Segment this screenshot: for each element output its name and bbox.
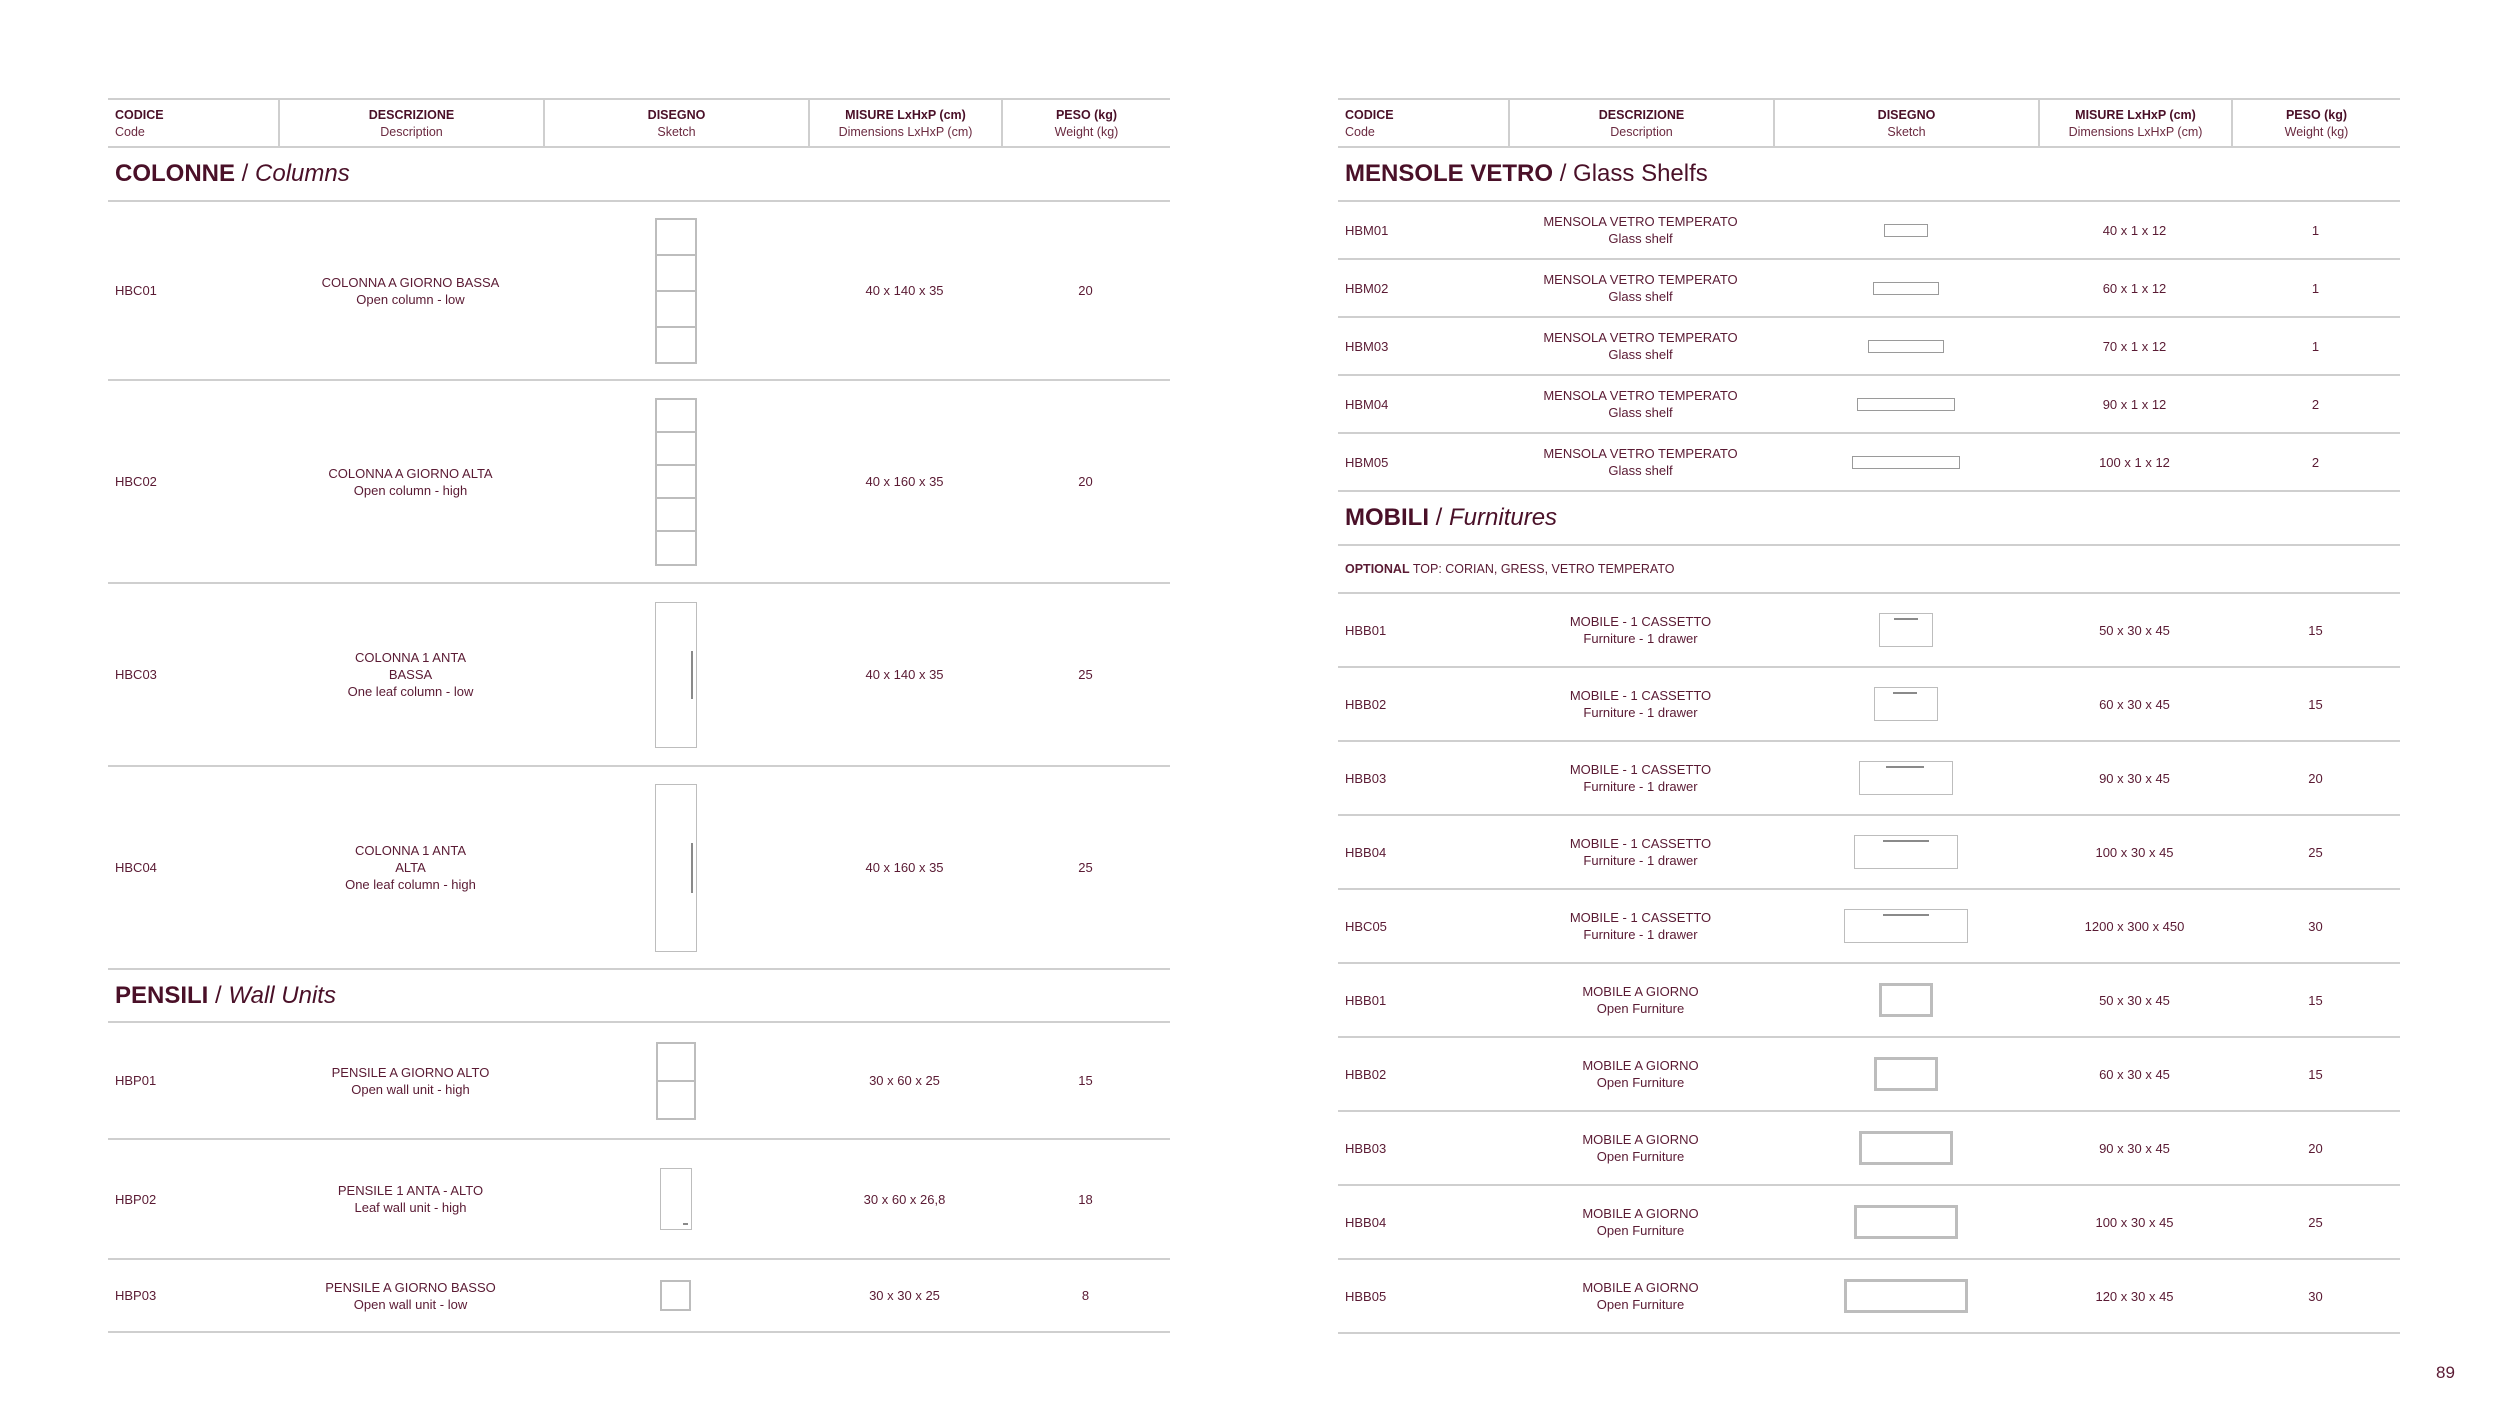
table-row xyxy=(1338,890,2400,964)
section-columns-title: COLONNE / Columns xyxy=(108,148,1170,202)
row-weight: 18 xyxy=(1078,1191,1093,1207)
row-dimensions: 60 x 30 x 45 xyxy=(2099,1066,2170,1082)
glass-shelf-sketch xyxy=(1857,398,1955,411)
row-dimensions: 70 x 1 x 12 xyxy=(2102,338,2167,354)
row-code: HBC01 xyxy=(115,283,157,298)
row-desc-en: Open Furniture xyxy=(1596,1149,1685,1164)
row-weight: 15 xyxy=(2308,1066,2323,1082)
table-row xyxy=(108,584,1170,767)
row-weight: 15 xyxy=(2308,696,2323,712)
header-description: DESCRIZIONE Description xyxy=(278,100,543,146)
row-desc-it: MENSOLA VETRO TEMPERATO xyxy=(1543,330,1738,345)
drawer-unit-sketch xyxy=(1844,909,1968,943)
row-weight: 2 xyxy=(2311,454,2320,470)
row-weight: 8 xyxy=(1081,1288,1090,1303)
row-desc-it: COLONNA 1 ANTA xyxy=(354,650,466,665)
glass-shelf-sketch xyxy=(1852,456,1960,469)
row-weight: 2 xyxy=(2311,396,2320,412)
table-row xyxy=(108,767,1170,970)
row-dimensions: 90 x 30 x 45 xyxy=(2099,770,2170,786)
header-weight: PESO (kg) Weight (kg) xyxy=(1001,100,1170,146)
row-weight: 1 xyxy=(2311,338,2320,354)
row-desc-it: COLONNA 1 ANTA xyxy=(354,843,466,858)
row-code: HBC04 xyxy=(115,860,157,875)
row-desc-it: MOBILE A GIORNO xyxy=(1582,1132,1699,1147)
glass-shelf-sketch xyxy=(1884,224,1928,237)
optional-text: TOP: CORIAN, GRESS, VETRO TEMPERATO xyxy=(1412,562,1675,576)
section-wall-units-title: PENSILI / Wall Units xyxy=(108,970,1170,1023)
table-row xyxy=(1338,1038,2400,1112)
row-weight: 15 xyxy=(2308,992,2323,1008)
row-weight: 15 xyxy=(1078,1073,1093,1088)
row-code: HBP03 xyxy=(115,1288,157,1303)
row-code: HBB04 xyxy=(1345,844,1387,860)
row-desc-en: Furniture - 1 drawer xyxy=(1583,927,1698,942)
row-code: HBB01 xyxy=(1345,992,1387,1008)
table-row xyxy=(1338,742,2400,816)
open-furniture-sketch xyxy=(1854,1205,1958,1239)
table-row xyxy=(1338,816,2400,890)
row-code: HBC02 xyxy=(115,474,157,489)
one-leaf-column-low-sketch xyxy=(655,602,697,748)
row-code: HBB04 xyxy=(1345,1214,1387,1230)
row-weight: 30 xyxy=(2308,1288,2323,1304)
right-catalog-table xyxy=(1338,98,2400,1334)
table-row xyxy=(1338,202,2400,260)
row-desc-it-2: ALTA xyxy=(395,860,426,875)
table-row xyxy=(1338,594,2400,668)
row-dimensions: 90 x 30 x 45 xyxy=(2099,1140,2170,1156)
table-row xyxy=(1338,964,2400,1038)
row-desc-it: MOBILE - 1 CASSETTO xyxy=(1569,836,1712,851)
row-desc-en: One leaf column - low xyxy=(347,684,474,699)
row-desc-en: Glass shelf xyxy=(1608,463,1673,478)
row-desc-it: COLONNA A GIORNO ALTA xyxy=(328,465,493,481)
row-code: HBB03 xyxy=(1345,770,1387,786)
row-code: HBP01 xyxy=(115,1073,157,1088)
row-desc-en: Furniture - 1 drawer xyxy=(1583,705,1698,720)
row-dimensions: 30 x 60 x 26,8 xyxy=(863,1191,946,1207)
row-dimensions: 90 x 1 x 12 xyxy=(2102,396,2167,412)
row-weight: 25 xyxy=(1078,667,1093,682)
row-desc-en: Leaf wall unit - high xyxy=(354,1200,467,1215)
table-row xyxy=(108,202,1170,381)
row-desc-it: MENSOLA VETRO TEMPERATO xyxy=(1543,446,1738,461)
row-desc-en: Glass shelf xyxy=(1608,231,1673,246)
row-code: HBB05 xyxy=(1345,1288,1387,1304)
row-weight: 25 xyxy=(2308,844,2323,860)
row-desc-en: Glass shelf xyxy=(1608,405,1673,420)
row-desc-it: PENSILE A GIORNO BASSO xyxy=(325,1279,496,1295)
table-row xyxy=(1338,1186,2400,1260)
row-weight: 30 xyxy=(2308,918,2323,934)
open-column-low-sketch xyxy=(655,218,697,364)
row-code: HBB01 xyxy=(1345,622,1387,638)
header-weight: PESO (kg) Weight (kg) xyxy=(2231,100,2400,146)
row-desc-en: Open Furniture xyxy=(1596,1223,1685,1238)
row-dimensions: 50 x 30 x 45 xyxy=(2099,622,2170,638)
row-desc-en: Open wall unit - low xyxy=(353,1296,468,1312)
row-weight: 1 xyxy=(2311,280,2320,296)
row-code: HBB02 xyxy=(1345,696,1387,712)
row-code: HBM05 xyxy=(1345,454,1389,470)
row-code: HBM04 xyxy=(1345,396,1389,412)
open-wall-unit-high-sketch xyxy=(656,1042,696,1120)
row-dimensions: 1200 x 300 x 450 xyxy=(2084,918,2185,934)
glass-shelf-sketch xyxy=(1868,340,1944,353)
row-desc-it: PENSILE 1 ANTA - ALTO xyxy=(337,1183,484,1198)
row-weight: 20 xyxy=(2308,770,2323,786)
row-code: HBB02 xyxy=(1345,1066,1387,1082)
row-desc-en: Furniture - 1 drawer xyxy=(1583,631,1698,646)
table-row xyxy=(1338,1112,2400,1186)
row-weight: 20 xyxy=(1078,474,1093,489)
row-desc-en: Furniture - 1 drawer xyxy=(1583,853,1698,868)
row-weight: 25 xyxy=(2308,1214,2323,1230)
page-number: 89 xyxy=(2436,1363,2455,1382)
drawer-unit-sketch xyxy=(1879,613,1933,647)
row-desc-en: Furniture - 1 drawer xyxy=(1583,779,1698,794)
glass-shelf-sketch xyxy=(1873,282,1939,295)
row-dimensions: 30 x 30 x 25 xyxy=(869,1288,940,1303)
one-leaf-column-high-sketch xyxy=(655,784,697,952)
row-desc-en: Open Furniture xyxy=(1596,1001,1685,1016)
row-desc-it: MOBILE - 1 CASSETTO xyxy=(1569,910,1712,925)
section-glass-shelves-title: MENSOLE VETRO / Glass Shelfs xyxy=(1338,148,2400,202)
row-dimensions: 40 x 160 x 35 xyxy=(865,860,944,875)
table-row xyxy=(1338,376,2400,434)
table-header xyxy=(1338,98,2400,148)
row-desc-it: MENSOLA VETRO TEMPERATO xyxy=(1543,272,1738,287)
row-dimensions: 100 x 1 x 12 xyxy=(2099,454,2170,470)
drawer-unit-sketch xyxy=(1874,687,1938,721)
row-desc-it: MOBILE A GIORNO xyxy=(1582,984,1699,999)
table-row xyxy=(1338,668,2400,742)
open-furniture-sketch xyxy=(1859,1131,1953,1165)
row-desc-it: MOBILE A GIORNO xyxy=(1582,1058,1699,1073)
open-furniture-sketch xyxy=(1844,1279,1968,1313)
row-desc-it: MOBILE A GIORNO xyxy=(1582,1280,1699,1295)
row-code: HBP02 xyxy=(115,1191,157,1207)
header-sketch: DISEGNO Sketch xyxy=(543,100,808,146)
open-column-high-sketch xyxy=(655,398,697,566)
row-weight: 20 xyxy=(2308,1140,2323,1156)
row-dimensions: 40 x 1 x 12 xyxy=(2102,222,2167,238)
row-desc-en: One leaf column - high xyxy=(345,877,476,892)
header-sketch: DISEGNO Sketch xyxy=(1773,100,2038,146)
row-desc-it: MOBILE - 1 CASSETTO xyxy=(1569,614,1712,629)
row-desc-it: COLONNA A GIORNO BASSA xyxy=(321,274,500,290)
row-code: HBC05 xyxy=(1345,918,1387,934)
row-dimensions: 50 x 30 x 45 xyxy=(2099,992,2170,1008)
row-weight: 20 xyxy=(1078,283,1093,298)
row-dimensions: 40 x 140 x 35 xyxy=(865,667,944,682)
header-code: CODICE Code xyxy=(1345,108,1394,139)
row-dimensions: 30 x 60 x 25 xyxy=(869,1073,940,1088)
row-weight: 25 xyxy=(1078,860,1093,875)
row-code: HBC03 xyxy=(115,667,157,682)
header-dimensions: MISURE LxHxP (cm) Dimensions LxHxP (cm) xyxy=(2038,100,2231,146)
row-code: HBM02 xyxy=(1345,280,1389,296)
left-catalog-table xyxy=(108,98,1170,1333)
drawer-unit-sketch xyxy=(1854,835,1958,869)
open-furniture-sketch xyxy=(1879,983,1933,1017)
row-code: HBB03 xyxy=(1345,1140,1387,1156)
table-row xyxy=(108,381,1170,584)
row-weight: 1 xyxy=(2311,222,2320,238)
header-code: CODICE Code xyxy=(115,108,164,139)
header-description: DESCRIZIONE Description xyxy=(1508,100,1773,146)
row-dimensions: 120 x 30 x 45 xyxy=(2095,1288,2174,1304)
row-dimensions: 100 x 30 x 45 xyxy=(2095,844,2174,860)
row-desc-en: Open Furniture xyxy=(1596,1075,1685,1090)
row-dimensions: 40 x 140 x 35 xyxy=(865,283,944,298)
table-row xyxy=(108,1260,1170,1333)
drawer-unit-sketch xyxy=(1859,761,1953,795)
optional-label: OPTIONAL xyxy=(1345,562,1410,576)
open-wall-unit-low-sketch xyxy=(660,1280,691,1311)
table-row xyxy=(1338,1260,2400,1334)
row-desc-en: Open wall unit - high xyxy=(351,1081,470,1097)
row-code: HBM03 xyxy=(1345,338,1389,354)
header-dimensions: MISURE LxHxP (cm) Dimensions LxHxP (cm) xyxy=(808,100,1001,146)
table-row xyxy=(108,1023,1170,1140)
row-desc-en: Open Furniture xyxy=(1596,1297,1685,1312)
row-desc-it: MOBILE - 1 CASSETTO xyxy=(1569,688,1712,703)
table-row xyxy=(108,1140,1170,1260)
optional-top-note xyxy=(1338,546,2400,594)
leaf-wall-unit-high-sketch xyxy=(660,1168,692,1230)
section-furnitures-title: MOBILI / Furnitures xyxy=(1338,492,2400,546)
row-code: HBM01 xyxy=(1345,222,1389,238)
table-row xyxy=(1338,260,2400,318)
row-dimensions: 60 x 1 x 12 xyxy=(2102,280,2167,296)
table-header xyxy=(108,98,1170,148)
row-desc-en: Open column - high xyxy=(353,482,468,498)
row-desc-it: PENSILE A GIORNO ALTO xyxy=(331,1064,490,1080)
row-dimensions: 100 x 30 x 45 xyxy=(2095,1214,2174,1230)
row-desc-it: MENSOLA VETRO TEMPERATO xyxy=(1543,388,1738,403)
row-desc-it: MOBILE A GIORNO xyxy=(1582,1206,1699,1221)
row-weight: 15 xyxy=(2308,622,2323,638)
row-dimensions: 60 x 30 x 45 xyxy=(2099,696,2170,712)
row-desc-en: Open column - low xyxy=(356,291,465,307)
table-row xyxy=(1338,318,2400,376)
row-desc-it: MENSOLA VETRO TEMPERATO xyxy=(1543,214,1738,229)
row-desc-it-2: BASSA xyxy=(388,667,433,682)
table-row xyxy=(1338,434,2400,492)
row-desc-it: MOBILE - 1 CASSETTO xyxy=(1569,762,1712,777)
row-desc-en: Glass shelf xyxy=(1608,289,1673,304)
open-furniture-sketch xyxy=(1874,1057,1938,1091)
row-dimensions: 40 x 160 x 35 xyxy=(865,474,944,489)
row-desc-en: Glass shelf xyxy=(1608,347,1673,362)
